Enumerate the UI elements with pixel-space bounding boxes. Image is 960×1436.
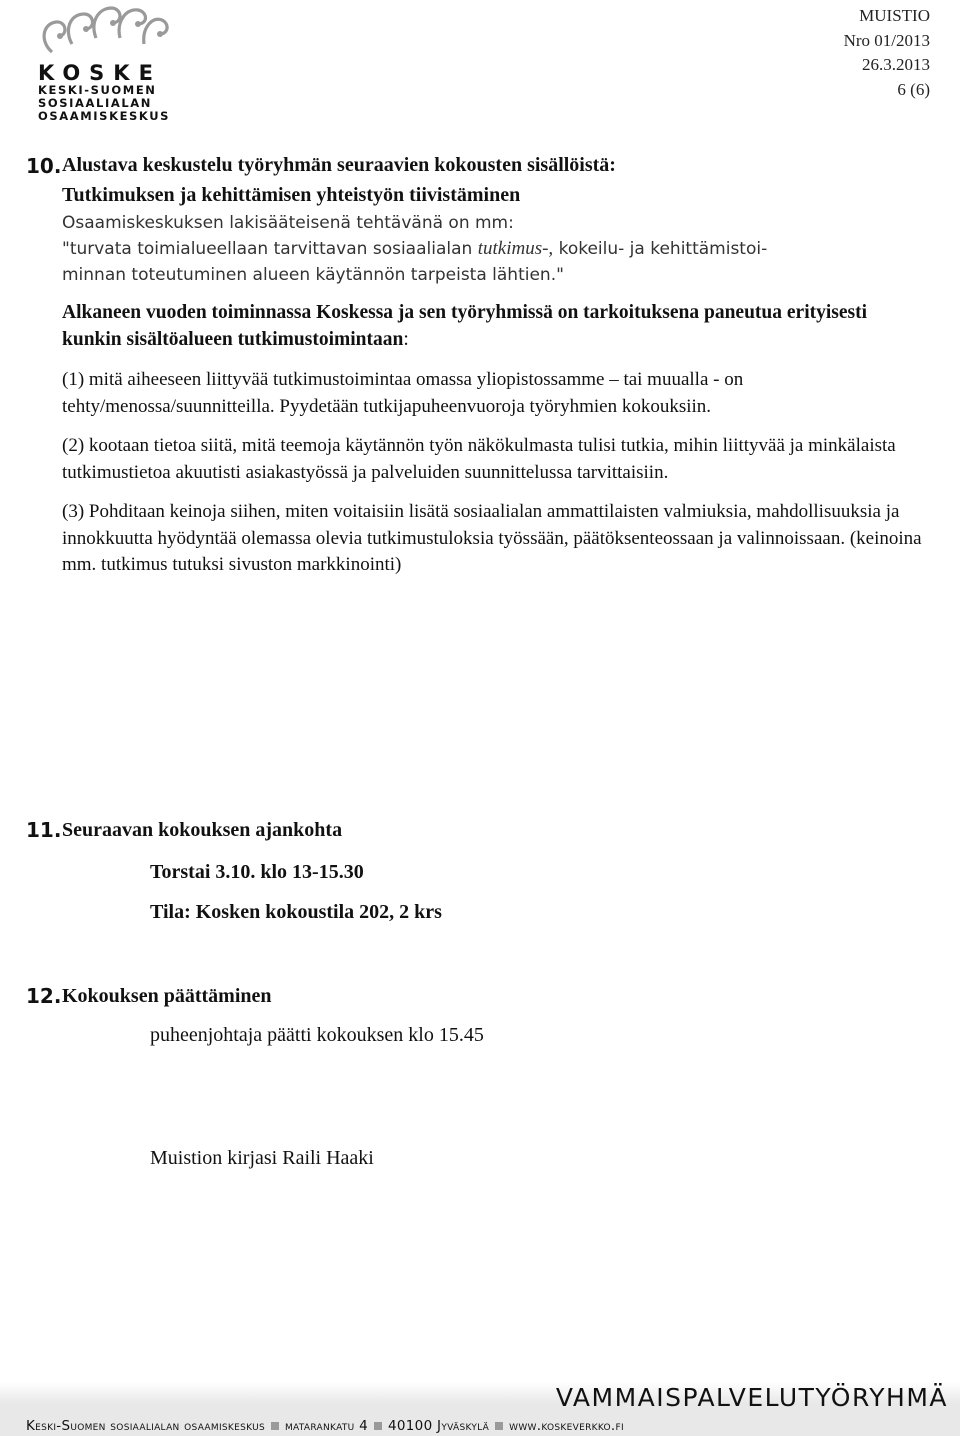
section-12-title: Kokouksen päättäminen [62,985,272,1007]
quote-italic: tutkimus-, [477,238,554,259]
bold-paragraph-colon: : [403,328,409,350]
koske-logo [38,2,178,123]
closing-text: puheenjohtaja päätti kokouksen klo 15.45 [150,1024,484,1046]
meeting-place: Tila: Kosken kokoustila 202, 2 krs [150,901,442,923]
intro-line: Osaamiskeskuksen lakisääteisenä tehtävänä on mm: [62,213,514,233]
section-11-number: 11. [26,818,62,842]
list-item-1: (1) mitä aiheeseen liittyvää tutkimustoimintaa omassa yliopistossamme – tai muualla - on tehty/menossa/suunnitteilla. Pyydetään tutkijapuheenvuoroja työryhmien kokouksiin. [62,369,744,417]
quote-line-2: minnan toteutuminen alueen käytännön tarpeista lähtien." [62,265,564,285]
section-10-title: Alustava keskustelu työryhmän seuraavien kokousten sisällöistä: [62,154,616,176]
separator-square-icon [495,1422,503,1430]
section-10-subtitle: Tutkimuksen ja kehittämisen yhteistyön tiivistäminen [62,183,521,206]
doc-number: Nro 01/2013 [843,30,930,50]
section-10 [62,152,930,579]
doc-type: MUISTIO [859,6,930,25]
footer-city: 40100 Jyväskylä [388,1418,490,1434]
footer-org: Keski-Suomen sosiaalialan osaamiskeskus [26,1418,265,1434]
footer-address [26,1418,954,1434]
logo-name: KOSKE [38,61,162,85]
meeting-time: Torstai 3.10. klo 13-15.30 [150,861,364,883]
list-item-2: (2) kootaan tietoa siitä, mitä teemoja käytännön työn näkökulmasta tulisi tutkia, mihin liittyvää ja minkälaista tutkimustietoa akuutisti asiakastyössä ja palveluiden suunnittelussa tarvittaisiin. [62,435,896,483]
doc-date: 26.3.2013 [862,55,930,74]
footer-group-name: VAMMAISPALVELUTYÖRYHMÄ [555,1383,948,1412]
footer-street: matarankatu 4 [284,1418,369,1434]
list-item-3: (3) Pohditaan keinoja siihen, miten voitaisiin lisätä sosiaalialan ammattilaisten valmiuksia, mahdollisuuksia ja innokkuutta hyödyntää olemassa olevia tutkimustuloksia työssään, päätöksenteossaan ja valinnoissaan. (keinoina mm. tutkimus tutuksi sivuston markkinointi) [62,501,922,575]
koske-ornament-icon [38,2,178,60]
quote-before: "turvata toimialueellaan tarvittavan sosiaalialan [62,239,478,259]
logo-line3: OSAAMISKESKUS [38,109,171,123]
section-11-title: Seuraavan kokouksen ajankohta [62,819,343,841]
bold-paragraph-text: Alkaneen vuoden toiminnassa Koskessa ja sen työryhmissä on tarkoituksena paneutua erityisesti kunkin sisältöalueen tutkimustoimintaan [62,302,868,350]
footer-website-link[interactable]: www.koskeverkko.fi [509,1418,624,1434]
separator-square-icon [374,1422,382,1430]
logo-line1: KESKI-SUOMEN [38,83,157,97]
separator-square-icon [271,1422,279,1430]
quote-line-1 [62,236,930,262]
bold-paragraph [62,300,930,353]
logo-line2: SOSIAALIALAN [38,96,152,110]
page-number: 6 (6) [897,79,930,99]
document-header [844,4,930,102]
signature: Muistion kirjasi Raili Haaki [150,1147,374,1169]
section-12-number: 12. [26,984,62,1008]
section-10-number: 10. [26,154,62,178]
quote-after: kokeilu- ja kehittämistoi- [553,239,768,259]
